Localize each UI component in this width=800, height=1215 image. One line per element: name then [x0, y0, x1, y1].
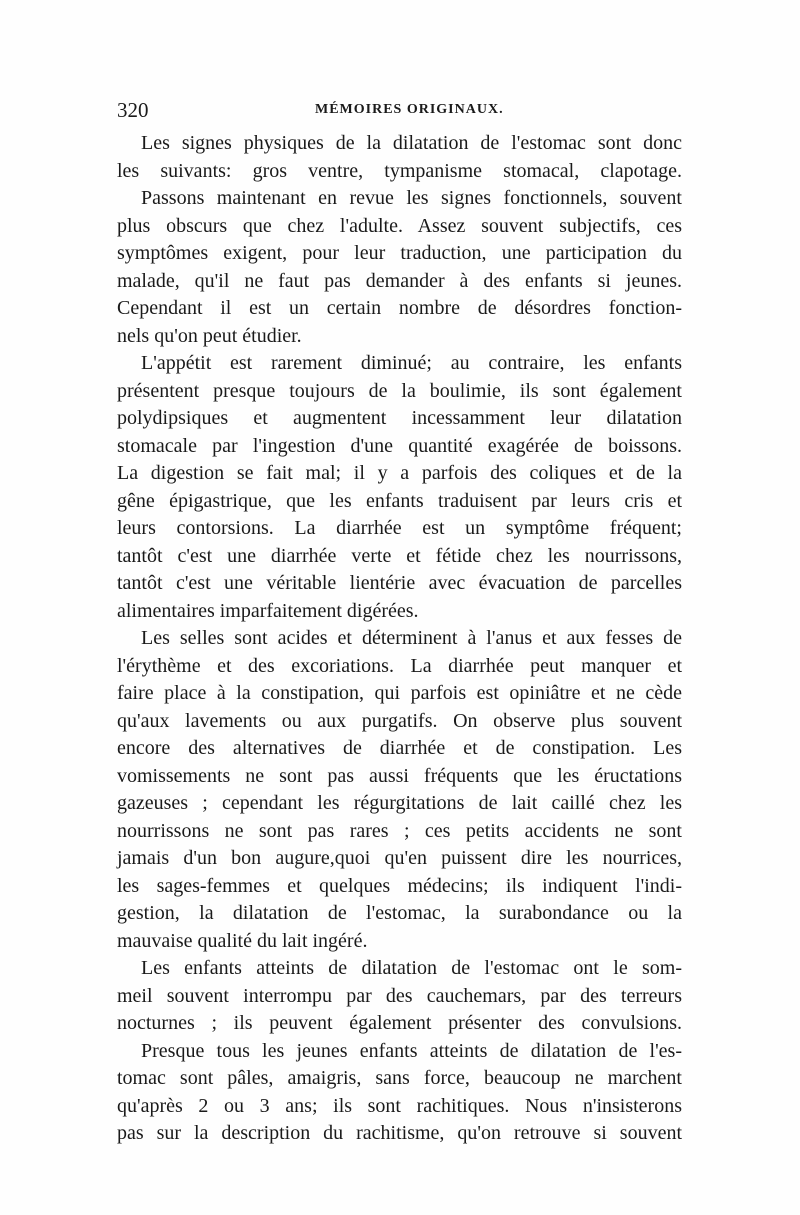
text-line: meil souvent interrompu par des cauchemars, par des terreurs — [117, 984, 682, 1007]
body-text — [117, 130, 682, 1148]
text-line: tantôt c'est une véritable lientérie avec évacuation de parcelles — [117, 572, 682, 594]
text-line: qu'après 2 ou 3 ans; ils sont rachitiques. Nous n'insisterons — [117, 1094, 682, 1117]
text-line: vomissements ne sont pas aussi fréquents que les éructations — [117, 764, 682, 787]
text-line: symptômes exigent, pour leur traduction, une participation du — [117, 242, 682, 264]
text-line: Presque tous les jeunes enfants atteints de dilatation de l'es- — [141, 1039, 682, 1062]
text-line: gestion, la dilatation de l'estomac, la surabondance ou la — [117, 902, 682, 924]
header-title: MÉMOIRES ORIGINAUX. — [315, 102, 504, 117]
text-line: gêne épigastrique, que les enfants traduisent par leurs cris et — [117, 489, 682, 512]
text-line: Les enfants atteints de dilatation de l'estomac ont le som- — [141, 957, 682, 979]
text-line: jamais d'un bon augure,quoi qu'en puissent dire les nourrices, — [117, 847, 682, 869]
text-line: les sages-femmes et quelques médecins; ils indiquent l'indi- — [117, 874, 682, 897]
running-head — [117, 98, 682, 122]
text-line: polydipsiques et augmentent incessamment leur dilatation — [117, 407, 682, 429]
text-line: L'appétit est rarement diminué; au contraire, les enfants — [141, 352, 682, 374]
text-line: nourrissons ne sont pas rares ; ces petits accidents ne sont — [117, 819, 682, 842]
text-line: stomacale par l'ingestion d'une quantité exagérée de boissons. — [117, 434, 682, 457]
text-line: alimentaires imparfaitement digérées. — [117, 599, 419, 622]
text-line: mauvaise qualité du lait ingéré. — [117, 929, 368, 952]
text-line: qu'aux lavements ou aux purgatifs. On observe plus souvent — [117, 709, 682, 732]
text-line: La digestion se fait mal; il y a parfois des coliques et de la — [117, 462, 682, 484]
text-line: Passons maintenant en revue les signes fonctionnels, souvent — [141, 187, 682, 209]
text-line: Les selles sont acides et déterminent à l'anus et aux fesses de — [141, 627, 682, 649]
text-line: pas sur la description du rachitisme, qu'on retrouve si souvent — [117, 1122, 682, 1144]
text-line: Cependant il est un certain nombre de désordres fonction- — [117, 297, 682, 319]
text-line: leurs contorsions. La diarrhée est un symptôme fréquent; — [117, 517, 682, 539]
text-line: nocturnes ; ils peuvent également présenter des convulsions. — [117, 1012, 682, 1034]
text-line: tomac sont pâles, amaigris, sans force, beaucoup ne marchent — [117, 1067, 682, 1089]
text-line: Les signes physiques de la dilatation de l'estomac sont donc — [141, 132, 682, 154]
text-line: l'érythème et des excoriations. La diarrhée peut manquer et — [117, 654, 682, 677]
page-number: 320 — [117, 98, 149, 122]
text-line: tantôt c'est une diarrhée verte et fétide chez les nourrissons, — [117, 544, 682, 567]
text-line: présentent presque toujours de la boulimie, ils sont également — [117, 379, 682, 402]
text-line: plus obscurs que chez l'adulte. Assez souvent subjectifs, ces — [117, 214, 682, 237]
text-line: nels qu'on peut étudier. — [117, 324, 302, 347]
text-line: malade, qu'il ne faut pas demander à des enfants si jeunes. — [117, 269, 682, 292]
text-line: les suivants: gros ventre, tympanisme stomacal, clapotage. — [117, 159, 682, 182]
text-line: faire place à la constipation, qui parfois est opiniâtre et ne cède — [117, 682, 682, 704]
text-line: gazeuses ; cependant les régurgitations de lait caillé chez les — [117, 792, 682, 814]
text-line: encore des alternatives de diarrhée et de constipation. Les — [117, 737, 682, 759]
